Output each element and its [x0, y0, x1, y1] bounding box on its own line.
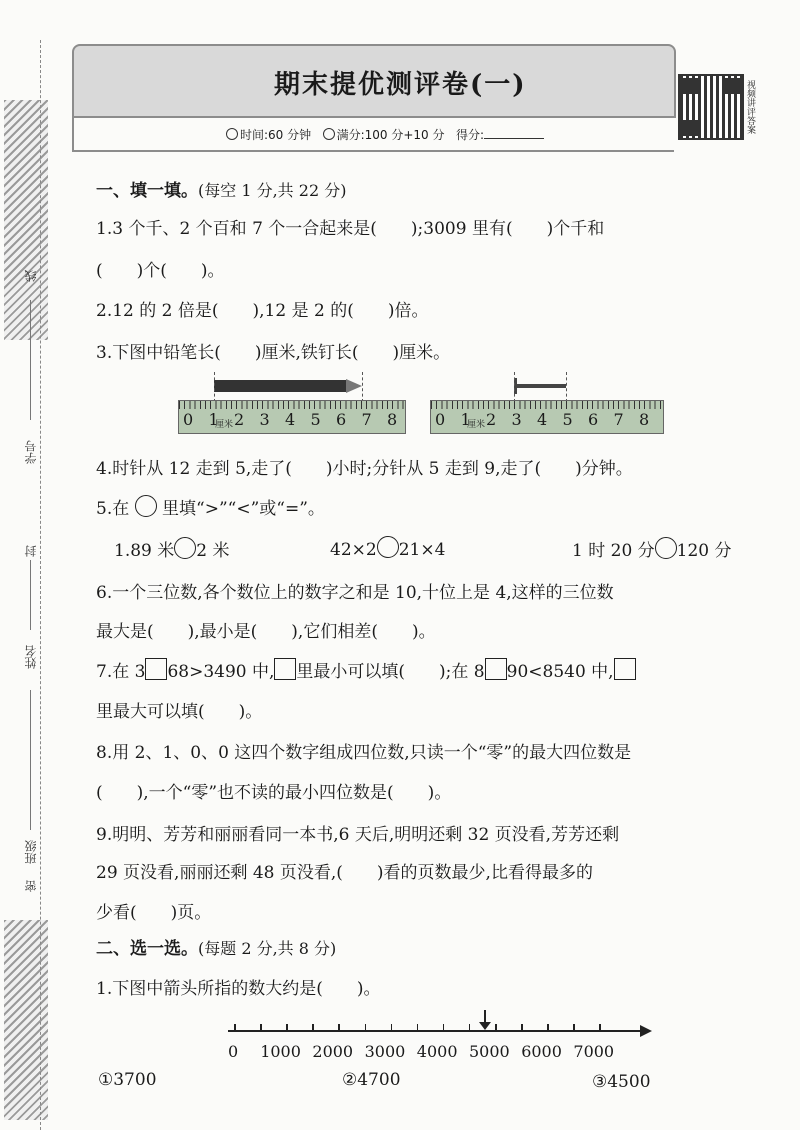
ruler-num: 3 — [259, 410, 270, 429]
compare-2-circle[interactable] — [377, 536, 399, 558]
number-line-tick — [599, 1024, 601, 1032]
number-line-tick — [365, 1024, 367, 1032]
number-line-tick — [573, 1024, 575, 1032]
q7-box-2 — [274, 658, 296, 680]
compare-2-left: 42×2 — [330, 540, 377, 560]
binding-margin — [0, 0, 48, 1130]
ruler-num: 7 — [361, 410, 372, 429]
question-6-line-a: 6.一个三位数,各个数位上的数字之和是 10,十位上是 4,这样的三位数 — [96, 583, 614, 603]
pencil-body — [214, 380, 348, 392]
number-line-tick — [443, 1024, 445, 1032]
clock-icon — [226, 128, 238, 140]
ruler-num: 8 — [639, 410, 650, 429]
time-limit: 时间:60 分钟 — [240, 128, 312, 142]
hatch-top — [4, 100, 48, 340]
number-line-tick — [260, 1024, 262, 1032]
nail-guide-right — [566, 372, 567, 402]
q7-box-4 — [614, 658, 636, 680]
question-4: 4.时针从 12 走到 5,走了( )小时;分针从 5 走到 9,走了( )分钟。 — [96, 459, 633, 479]
section-2-heading — [96, 934, 336, 959]
ruler-num: 0 — [435, 410, 446, 429]
number-line-label: 4000 — [416, 1042, 458, 1061]
side-field-class: 班级 — [24, 840, 38, 864]
option-3[interactable]: ③4500 — [592, 1072, 651, 1092]
ruler-num: 2 — [234, 410, 245, 429]
q7-box-1[interactable] — [145, 658, 167, 680]
side-underline — [30, 560, 31, 630]
page-title: 期末提优测评卷(一) — [274, 70, 527, 100]
exam-meta — [226, 126, 544, 143]
section-1-note: (每空 1 分,共 22 分) — [198, 181, 347, 200]
question-1-line-b: ( )个( )。 — [96, 261, 225, 281]
compare-2 — [330, 536, 445, 560]
number-line-label: 7000 — [573, 1042, 615, 1061]
pointer-arrow-icon — [479, 1022, 491, 1030]
q5-prefix: 5.在 — [96, 499, 130, 519]
pencil-guide-right — [362, 372, 363, 402]
q7-part1: 7.在 3 — [96, 662, 146, 682]
score-label: 得分: — [455, 128, 484, 142]
ruler-num: 3 — [511, 410, 522, 429]
question-6-line-b: 最大是( ),最小是( ),它们相差( )。 — [96, 622, 436, 642]
ruler-left — [178, 400, 406, 434]
score-icon — [323, 128, 335, 140]
ruler-num: 7 — [613, 410, 624, 429]
option-1[interactable]: ①3700 — [98, 1070, 157, 1090]
q7-part3: 里最小可以填( );在 8 — [296, 662, 485, 682]
ruler-num: 6 — [588, 410, 599, 429]
qr-code-icon[interactable] — [678, 74, 744, 140]
ruler-num: 8 — [387, 410, 398, 429]
section-1-title: 一、填一填。 — [96, 181, 198, 201]
q7-box-3[interactable] — [485, 658, 507, 680]
title-banner — [72, 44, 676, 118]
question-9-line-a: 9.明明、芳芳和丽丽看同一本书,6 天后,明明还剩 32 页没看,芳芳还剩 — [96, 825, 620, 845]
ruler-num: 6 — [336, 410, 347, 429]
question-7-line-a — [96, 657, 636, 682]
compare-1-circle[interactable] — [174, 537, 196, 559]
number-line-label: 1000 — [260, 1042, 301, 1061]
number-line-label: 3000 — [364, 1042, 406, 1061]
number-line-tick — [495, 1024, 497, 1032]
question-2: 2.12 的 2 倍是( ),12 是 2 的( )倍。 — [96, 301, 429, 321]
compare-circle — [135, 495, 157, 517]
number-line-label: 0 — [228, 1042, 239, 1061]
question-8-line-b: ( ),一个“零”也不读的最小四位数是( )。 — [96, 783, 452, 803]
pencil-guide-left — [214, 372, 215, 402]
number-line — [228, 1030, 648, 1032]
number-line-tick — [338, 1024, 340, 1032]
hatch-bottom — [4, 920, 48, 1120]
question-9-line-b: 29 页没看,丽丽还剩 48 页没看,( )看的页数最少,比看得最多的 — [96, 863, 593, 883]
score-blank[interactable] — [484, 138, 544, 139]
side-mark-seal: 封 — [24, 545, 38, 557]
cut-line — [40, 40, 41, 1130]
ruler-num: 4 — [285, 410, 296, 429]
compare-2-right: 21×4 — [398, 540, 446, 560]
question-5 — [96, 494, 325, 519]
full-score: 满分:100 分+10 分 — [336, 128, 445, 142]
number-line-label: 5000 — [469, 1042, 510, 1061]
q7-part2: 68>3490 中, — [167, 662, 275, 682]
side-underline — [30, 300, 31, 420]
ruler-unit: 厘米 — [215, 420, 234, 430]
number-line-tick — [312, 1024, 314, 1032]
ruler-num: 0 — [183, 410, 194, 429]
number-line-label: 6000 — [521, 1042, 562, 1061]
side-underline — [30, 690, 31, 830]
section-2-note: (每题 2 分,共 8 分) — [198, 939, 337, 958]
ruler-num: 1 — [460, 410, 471, 429]
side-field-student-id: 学号 — [24, 440, 38, 464]
number-line-arrowhead — [640, 1025, 652, 1037]
exam-header — [72, 44, 754, 152]
compare-3-circle[interactable] — [655, 537, 677, 559]
ruler-num: 4 — [537, 410, 548, 429]
question-9-line-c: 少看( )页。 — [96, 903, 212, 923]
ruler-ticks — [179, 401, 405, 409]
compare-1-right: 2 米 — [196, 541, 230, 561]
compare-1 — [114, 536, 230, 561]
number-line-label: 2000 — [312, 1042, 354, 1061]
side-field-name: 姓名 — [24, 645, 38, 669]
ruler-right — [430, 400, 664, 434]
compare-3-right: 120 分 — [676, 541, 732, 561]
number-line-tick — [469, 1024, 471, 1032]
question-8-line-a: 8.用 2、1、0、0 这四个数字组成四位数,只读一个“零”的最大四位数是 — [96, 743, 632, 763]
compare-3 — [572, 536, 732, 561]
side-mark-secret: 密 — [24, 880, 38, 892]
question-7-line-b: 里最大可以填( )。 — [96, 702, 263, 722]
qr-label: 视频讲评答案 — [745, 80, 755, 134]
number-line-tick — [521, 1024, 523, 1032]
option-2[interactable]: ②4700 — [342, 1070, 401, 1090]
ruler-num: 2 — [486, 410, 497, 429]
section-1-heading — [96, 176, 346, 201]
side-mark-line: 线 — [24, 270, 38, 282]
exam-info-bar — [72, 116, 674, 152]
number-line-tick — [286, 1024, 288, 1032]
pencil-tip — [346, 379, 362, 393]
ruler-num: 5 — [562, 410, 573, 429]
section-2-title: 二、选一选。 — [96, 939, 198, 959]
question-1-line-a: 1.3 个千、2 个百和 7 个一合起来是( );3009 里有( )个千和 — [96, 219, 605, 239]
question-2-1: 1.下图中箭头所指的数大约是( )。 — [96, 979, 381, 999]
compare-3-left: 1 时 20 分 — [572, 541, 655, 561]
nail-shaft — [516, 384, 566, 388]
number-line-tick — [234, 1024, 236, 1032]
question-3: 3.下图中铅笔长( )厘米,铁钉长( )厘米。 — [96, 343, 451, 363]
ruler-ticks — [431, 401, 663, 409]
nail-guide-left — [514, 372, 515, 402]
ruler-num: 5 — [310, 410, 321, 429]
number-line-tick — [391, 1024, 393, 1032]
q7-part4: 90<8540 中, — [506, 662, 614, 682]
q5-suffix: 里填“>”“<”或“=”。 — [162, 499, 325, 519]
number-line-tick — [547, 1024, 549, 1032]
ruler-num: 1 — [208, 410, 219, 429]
ruler-unit: 厘米 — [467, 420, 486, 430]
number-line-tick — [417, 1024, 419, 1032]
compare-1-left: 1.89 米 — [114, 541, 175, 561]
